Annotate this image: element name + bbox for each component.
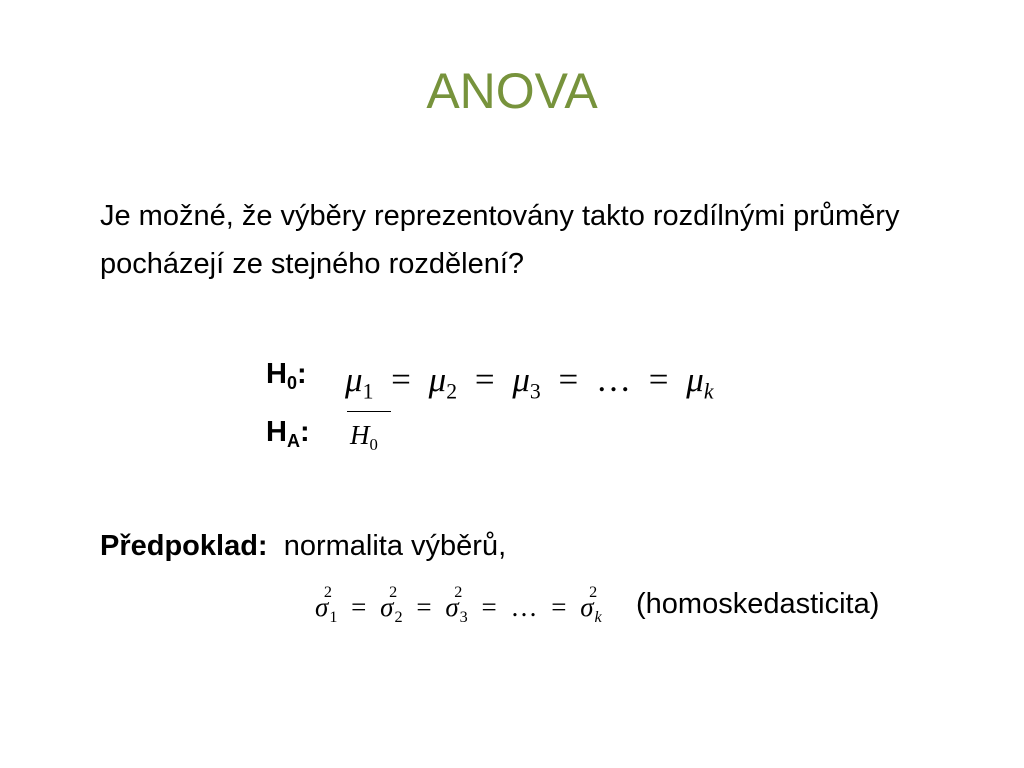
h0-subscript: 0	[286, 373, 297, 393]
alternative-hypothesis-equation	[350, 420, 378, 455]
sigma-subscript: 1	[329, 608, 338, 627]
negated-h0	[350, 420, 378, 455]
mu-subscript: 3	[529, 379, 541, 404]
sigma-symbol: σ	[315, 592, 329, 622]
sigma-term	[580, 583, 602, 627]
mu-subscript: 2	[446, 379, 458, 404]
mu-subscript: k	[703, 379, 714, 404]
ha-colon: :	[299, 416, 310, 448]
sigma-superscript: 2	[389, 583, 398, 602]
sigma-term	[445, 583, 468, 627]
slide-title: ANOVA	[426, 63, 598, 119]
equals-sign: =	[391, 360, 411, 399]
equals-sign: =	[416, 592, 432, 622]
equals-sign: =	[648, 360, 669, 399]
ha-subscript: A	[286, 431, 300, 451]
h-subscript: 0	[369, 434, 378, 454]
sigma-symbol: σ	[380, 592, 394, 622]
sigma-superscript: 2	[323, 583, 332, 602]
assumption-label: Předpoklad:	[100, 530, 268, 562]
sigma-subscript: k	[594, 608, 602, 627]
h0-letter: H	[266, 358, 287, 390]
assumption-text: normalita výběrů,	[283, 530, 507, 562]
homoskedasticity-note: (homoskedasticita)	[636, 588, 880, 620]
sigma-subscript: 2	[394, 608, 403, 627]
h-symbol: H	[350, 420, 370, 450]
sigma-superscript: 2	[454, 583, 463, 602]
ellipsis: …	[510, 592, 538, 622]
negation-overbar	[347, 411, 391, 412]
equals-sign: =	[551, 592, 567, 622]
equals-sign: =	[474, 360, 495, 399]
mu-subscript: 1	[362, 379, 374, 404]
equals-sign: =	[481, 592, 497, 622]
equals-sign: =	[351, 592, 367, 622]
null-hypothesis-label	[266, 358, 307, 394]
question-text: Je možné, že výběry reprezentovány takto rozdílnými průměry pocházejí ze stejného rozdělení?	[100, 200, 900, 280]
equals-sign: =	[558, 360, 579, 399]
alternative-hypothesis-label	[266, 416, 310, 452]
mu-symbol: μ	[512, 360, 530, 399]
ha-letter: H	[266, 416, 287, 448]
sigma-superscript: 2	[589, 583, 598, 602]
sigma-term	[315, 583, 338, 627]
mu-symbol: μ	[686, 360, 704, 399]
h0-colon: :	[296, 358, 307, 390]
mu-symbol: μ	[345, 360, 363, 399]
sigma-symbol: σ	[580, 592, 594, 622]
ellipsis: …	[596, 360, 632, 399]
mu-symbol: μ	[428, 360, 447, 399]
sigma-symbol: σ	[445, 592, 459, 622]
null-hypothesis-equation	[345, 360, 713, 405]
variance-equality-equation	[315, 583, 602, 627]
sigma-term	[380, 583, 403, 627]
sigma-subscript: 3	[459, 608, 468, 627]
assumption-line	[100, 530, 506, 563]
